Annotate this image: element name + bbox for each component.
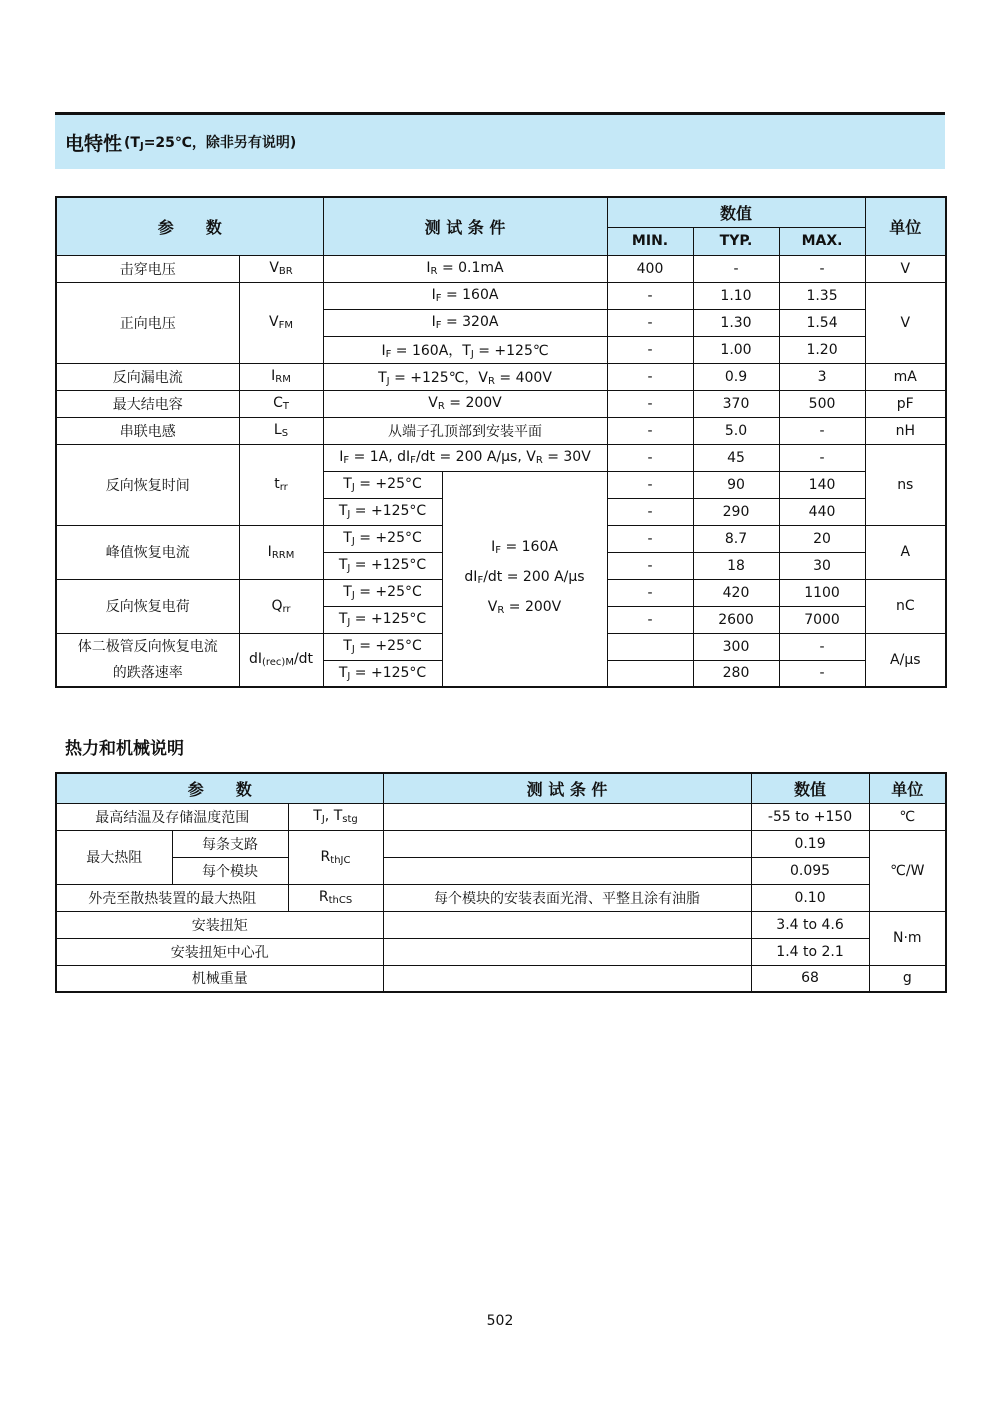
max-value: - xyxy=(779,255,865,282)
electrical-table xyxy=(55,196,947,688)
param-name: 机械重量 xyxy=(56,965,383,992)
junction-temp: $T_J = +125^\circ C$ xyxy=(323,552,442,579)
typ-value: 280 xyxy=(693,660,779,687)
junction-temp: $T_J = +25^\circ C$ xyxy=(323,525,442,552)
junction-temp: $T_J = +125^\circ C$ xyxy=(323,660,442,687)
param-symbol: $Q_{rr}$ xyxy=(239,579,323,633)
min-value: - xyxy=(607,606,693,633)
unit-value: mA xyxy=(865,363,946,390)
param-name: 最高结温及存储温度范围 xyxy=(56,803,288,830)
max-value: - xyxy=(779,417,865,444)
max-value: 3 xyxy=(779,363,865,390)
min-value: - xyxy=(607,336,693,363)
test-condition xyxy=(383,965,751,992)
test-condition: $I_F = 1A$, $dI_F/dt = 200$ A/μs, $V_R = 30V$ xyxy=(323,444,607,471)
thermal-title: 热力和机械说明 xyxy=(65,739,184,759)
test-condition xyxy=(383,803,751,830)
test-condition: $I_F = 320A$ xyxy=(323,309,607,336)
header-min: MIN. xyxy=(607,227,693,255)
junction-temp: $T_J = +25^\circ C$ xyxy=(323,633,442,660)
min-value: - xyxy=(607,390,693,417)
param-symbol: $I_{RM}$ xyxy=(239,363,323,390)
junction-temp: $T_J = +25^\circ C$ xyxy=(323,579,442,606)
header-unit: 单位 xyxy=(865,197,946,255)
typ-value: 1.30 xyxy=(693,309,779,336)
typ-value: 0.9 xyxy=(693,363,779,390)
param-name: 反向恢复时间 xyxy=(56,444,239,525)
min-value: - xyxy=(607,552,693,579)
param-name: 安装扭矩中心孔 xyxy=(56,938,383,965)
header-values: 数值 xyxy=(607,197,865,227)
table-row xyxy=(56,417,946,444)
junction-temp: $T_J = +125^\circ C$ xyxy=(323,606,442,633)
value: -55 to +150 xyxy=(751,803,869,830)
table-row xyxy=(56,363,946,390)
param-symbol: $R_{thJC}$ xyxy=(288,830,383,884)
value: 68 xyxy=(751,965,869,992)
table-row xyxy=(56,884,946,911)
min-value: - xyxy=(607,579,693,606)
min-value: - xyxy=(607,363,693,390)
param-name: 正向电压 xyxy=(56,282,239,363)
max-value: 1.20 xyxy=(779,336,865,363)
param-name: 最大热阻 xyxy=(56,830,172,884)
header-max: MAX. xyxy=(779,227,865,255)
max-value: 20 xyxy=(779,525,865,552)
param-symbol: $V_{BR}$ xyxy=(239,255,323,282)
test-condition xyxy=(383,857,751,884)
unit-value: V xyxy=(865,255,946,282)
table-row xyxy=(56,803,946,830)
param-symbol: $V_{FM}$ xyxy=(239,282,323,363)
test-condition: $I_F = 160A$ xyxy=(323,282,607,309)
typ-value: 45 xyxy=(693,444,779,471)
min-value: - xyxy=(607,417,693,444)
unit-value: A/μs xyxy=(865,633,946,687)
electrical-title: 电特性 xyxy=(65,132,123,155)
max-value: 440 xyxy=(779,498,865,525)
param-name: 体二极管反向恢复电流 的跌落速率 xyxy=(56,633,239,687)
param-subname: 每个模块 xyxy=(172,857,288,884)
table-row xyxy=(56,444,946,471)
max-value: 500 xyxy=(779,390,865,417)
unit-value: nH xyxy=(865,417,946,444)
param-symbol: $T_J$, $T_{stg}$ xyxy=(288,803,383,830)
table-row xyxy=(56,938,946,965)
test-condition: 从端子孔顶部到安装平面 xyxy=(323,417,607,444)
unit-value: nC xyxy=(865,579,946,633)
thermal-table xyxy=(55,772,947,993)
typ-value: 8.7 xyxy=(693,525,779,552)
unit-value: V xyxy=(865,282,946,363)
test-condition: $I_F = 160A$，$T_J$ = +125℃ xyxy=(323,336,607,363)
thermal-header-param: 参 数 xyxy=(56,773,383,803)
test-condition xyxy=(383,911,751,938)
typ-value: 1.10 xyxy=(693,282,779,309)
test-condition xyxy=(383,938,751,965)
max-value: 1100 xyxy=(779,579,865,606)
min-value: - xyxy=(607,309,693,336)
test-condition: $I_R = 0.1mA$ xyxy=(323,255,607,282)
param-name: 串联电感 xyxy=(56,417,239,444)
param-name: 外壳至散热装置的最大热阻 xyxy=(56,884,288,911)
param-symbol: $C_T$ xyxy=(239,390,323,417)
header-param: 参 数 xyxy=(56,197,323,255)
min-value: - xyxy=(607,498,693,525)
min-value: - xyxy=(607,282,693,309)
typ-value: - xyxy=(693,255,779,282)
param-symbol: $R_{thCS}$ xyxy=(288,884,383,911)
electrical-subtitle: ($T_J=25℃$，除非另有说明) xyxy=(124,135,297,152)
value: 3.4 to 4.6 xyxy=(751,911,869,938)
min-value: - xyxy=(607,471,693,498)
param-symbol: $I_{RRM}$ xyxy=(239,525,323,579)
header-cond: 测 试 条 件 xyxy=(323,197,607,255)
param-name: 反向漏电流 xyxy=(56,363,239,390)
test-condition xyxy=(383,830,751,857)
max-value: - xyxy=(779,633,865,660)
param-symbol: $dI_{(rec)M}/dt$ xyxy=(239,633,323,687)
param-name: 最大结电容 xyxy=(56,390,239,417)
table-row xyxy=(56,282,946,309)
typ-value: 290 xyxy=(693,498,779,525)
max-value: 140 xyxy=(779,471,865,498)
typ-value: 90 xyxy=(693,471,779,498)
max-value: - xyxy=(779,660,865,687)
max-value: - xyxy=(779,444,865,471)
table-row xyxy=(56,965,946,992)
max-value: 7000 xyxy=(779,606,865,633)
min-value: 400 xyxy=(607,255,693,282)
unit-value: A xyxy=(865,525,946,579)
param-symbol: $t_{rr}$ xyxy=(239,444,323,525)
value: 0.19 xyxy=(751,830,869,857)
table-row xyxy=(56,390,946,417)
min-value: - xyxy=(607,525,693,552)
param-name: 安装扭矩 xyxy=(56,911,383,938)
unit-value: g xyxy=(869,965,946,992)
test-condition: $T_J$ = +125℃，$V_R = 400V$ xyxy=(323,363,607,390)
value: 1.4 to 2.1 xyxy=(751,938,869,965)
min-value: - xyxy=(607,444,693,471)
min-value xyxy=(607,660,693,687)
unit-value: ℃/W xyxy=(869,830,946,911)
typ-value: 420 xyxy=(693,579,779,606)
page-number: 502 xyxy=(486,1313,514,1329)
max-value: 1.54 xyxy=(779,309,865,336)
value: 0.095 xyxy=(751,857,869,884)
param-name: 峰值恢复电流 xyxy=(56,525,239,579)
max-value: 30 xyxy=(779,552,865,579)
min-value xyxy=(607,633,693,660)
junction-temp: $T_J = +25^\circ C$ xyxy=(323,471,442,498)
param-name: 击穿电压 xyxy=(56,255,239,282)
unit-value: ℃ xyxy=(869,803,946,830)
param-symbol: $L_S$ xyxy=(239,417,323,444)
table-row xyxy=(56,857,946,884)
value: 0.10 xyxy=(751,884,869,911)
typ-value: 300 xyxy=(693,633,779,660)
typ-value: 1.00 xyxy=(693,336,779,363)
typ-value: 2600 xyxy=(693,606,779,633)
param-name: 反向恢复电荷 xyxy=(56,579,239,633)
thermal-header-cond: 测 试 条 件 xyxy=(383,773,751,803)
electrical-section-header xyxy=(55,115,945,169)
unit-value: pF xyxy=(865,390,946,417)
test-condition: 每个模块的安装表面光滑、平整且涂有油脂 xyxy=(383,884,751,911)
unit-value: N·m xyxy=(869,911,946,965)
header-typ: TYP. xyxy=(693,227,779,255)
table-row xyxy=(56,911,946,938)
table-row xyxy=(56,830,946,857)
thermal-header-value: 数值 xyxy=(751,773,869,803)
typ-value: 370 xyxy=(693,390,779,417)
thermal-header-unit: 单位 xyxy=(869,773,946,803)
param-subname: 每条支路 xyxy=(172,830,288,857)
unit-value: ns xyxy=(865,444,946,525)
test-condition: $V_R = 200V$ xyxy=(323,390,607,417)
junction-temp: $T_J = +125^\circ C$ xyxy=(323,498,442,525)
table-row xyxy=(56,255,946,282)
max-value: 1.35 xyxy=(779,282,865,309)
typ-value: 18 xyxy=(693,552,779,579)
typ-value: 5.0 xyxy=(693,417,779,444)
shared-test-condition: $I_F = 160A$ $dI_F/dt = 200$ A/μs $V_R = 200V$ xyxy=(442,471,607,687)
